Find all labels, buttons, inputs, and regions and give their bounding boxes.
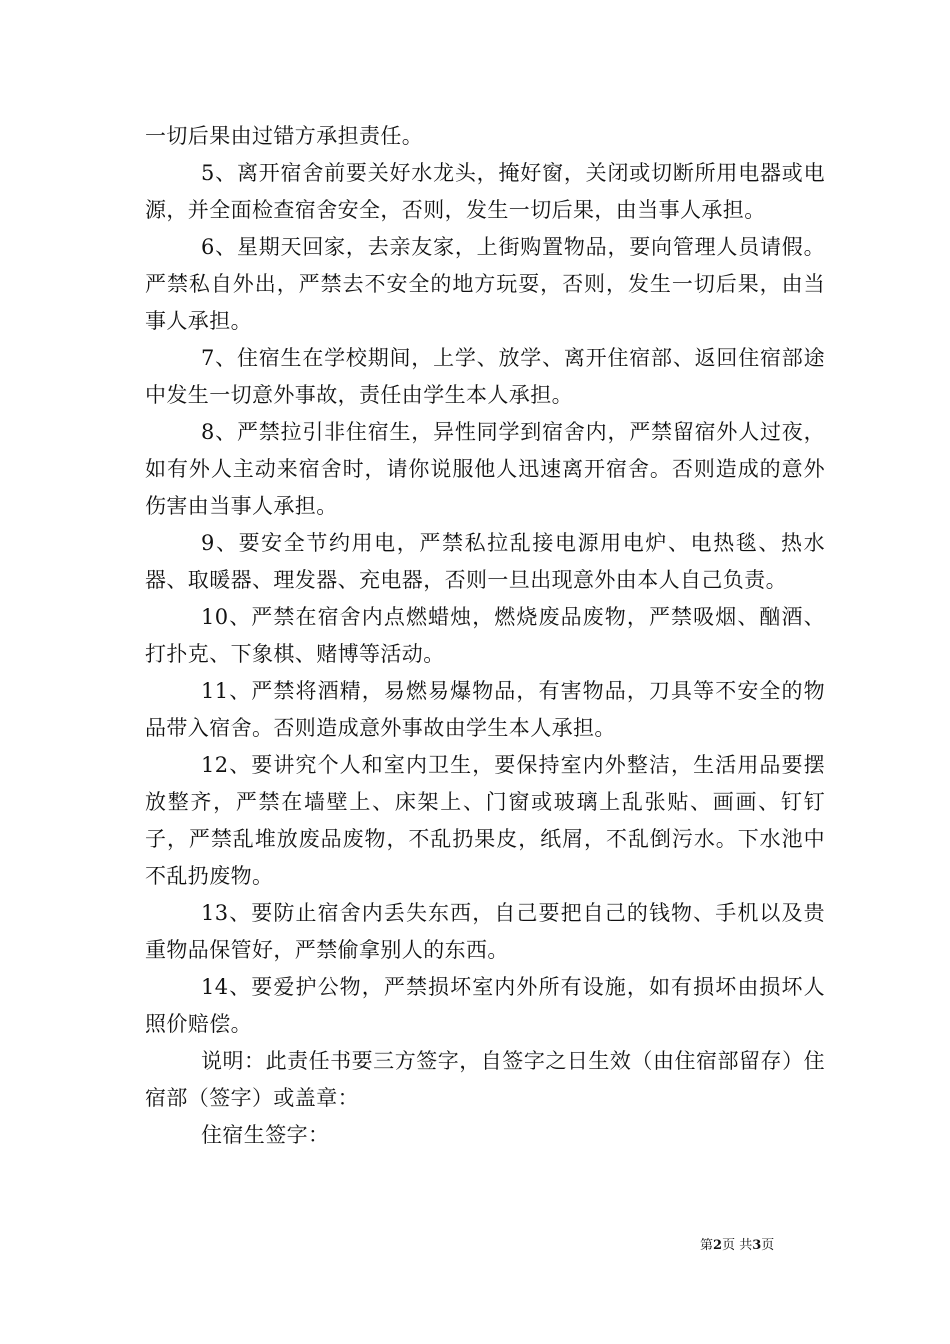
footer-middle: 页 共 [722, 1238, 753, 1253]
footer-total-pages: 3 [752, 1238, 762, 1253]
paragraph-item-8: 8、严禁拉引非住宿生，异性同学到宿舍内，严禁留宿外人过夜，如有外人主动来宿舍时，请你说服他人迅速离开宿舍。否则造成的意外伤害由当事人承担。 [145, 420, 825, 518]
paragraph-signature: 住宿生签字： [201, 1123, 330, 1147]
paragraph-note: 说明：此责任书要三方签字，自签字之日生效（由住宿部留存）住宿部（签字）或盖章： [145, 1049, 825, 1110]
paragraph-continuation: 一切后果由过错方承担责任。 [145, 124, 424, 148]
paragraph-item-12: 12、要讲究个人和室内卫生，要保持室内外整洁，生活用品要摆放整齐，严禁在墙壁上、床架上、门窗或玻璃上乱张贴、画画、钉钉子，严禁乱堆放废品废物，不乱扔果皮，纸屑，不乱倒污水。下水池中不乱扔废物。 [145, 753, 825, 888]
page-number-footer [700, 1237, 820, 1255]
paragraph-item-13: 13、要防止宿舍内丢失东西，自己要把自己的钱物、手机以及贵重物品保管好，严禁偷拿别人的东西。 [145, 901, 825, 962]
footer-suffix: 页 [761, 1238, 775, 1253]
paragraph-item-5: 5、离开宿舍前要关好水龙头，掩好窗，关闭或切断所用电器或电源，并全面检查宿舍安全，否则，发生一切后果，由当事人承担。 [145, 161, 825, 222]
footer-prefix: 第 [700, 1238, 714, 1253]
paragraph-item-9: 9、要安全节约用电，严禁私拉乱接电源用电炉、电热毯、热水器、取暖器、理发器、充电器，否则一旦出现意外由本人自己负责。 [145, 531, 825, 592]
document-body [145, 118, 825, 1154]
footer-current-page: 2 [713, 1238, 723, 1253]
paragraph-item-10: 10、严禁在宿舍内点燃蜡烛，燃烧废品废物，严禁吸烟、酗酒、打扑克、下象棋、赌博等活动。 [145, 605, 825, 666]
paragraph-item-7: 7、住宿生在学校期间，上学、放学、离开住宿部、返回住宿部途中发生一切意外事故，责任由学生本人承担。 [145, 346, 825, 407]
paragraph-item-11: 11、严禁将酒精，易燃易爆物品，有害物品，刀具等不安全的物品带入宿舍。否则造成意外事故由学生本人承担。 [145, 679, 825, 740]
paragraph-item-6: 6、星期天回家，去亲友家，上街购置物品，要向管理人员请假。严禁私自外出，严禁去不安全的地方玩耍，否则，发生一切后果，由当事人承担。 [145, 235, 825, 333]
paragraph-item-14: 14、要爱护公物，严禁损坏室内外所有设施，如有损坏由损坏人照价赔偿。 [145, 975, 825, 1036]
